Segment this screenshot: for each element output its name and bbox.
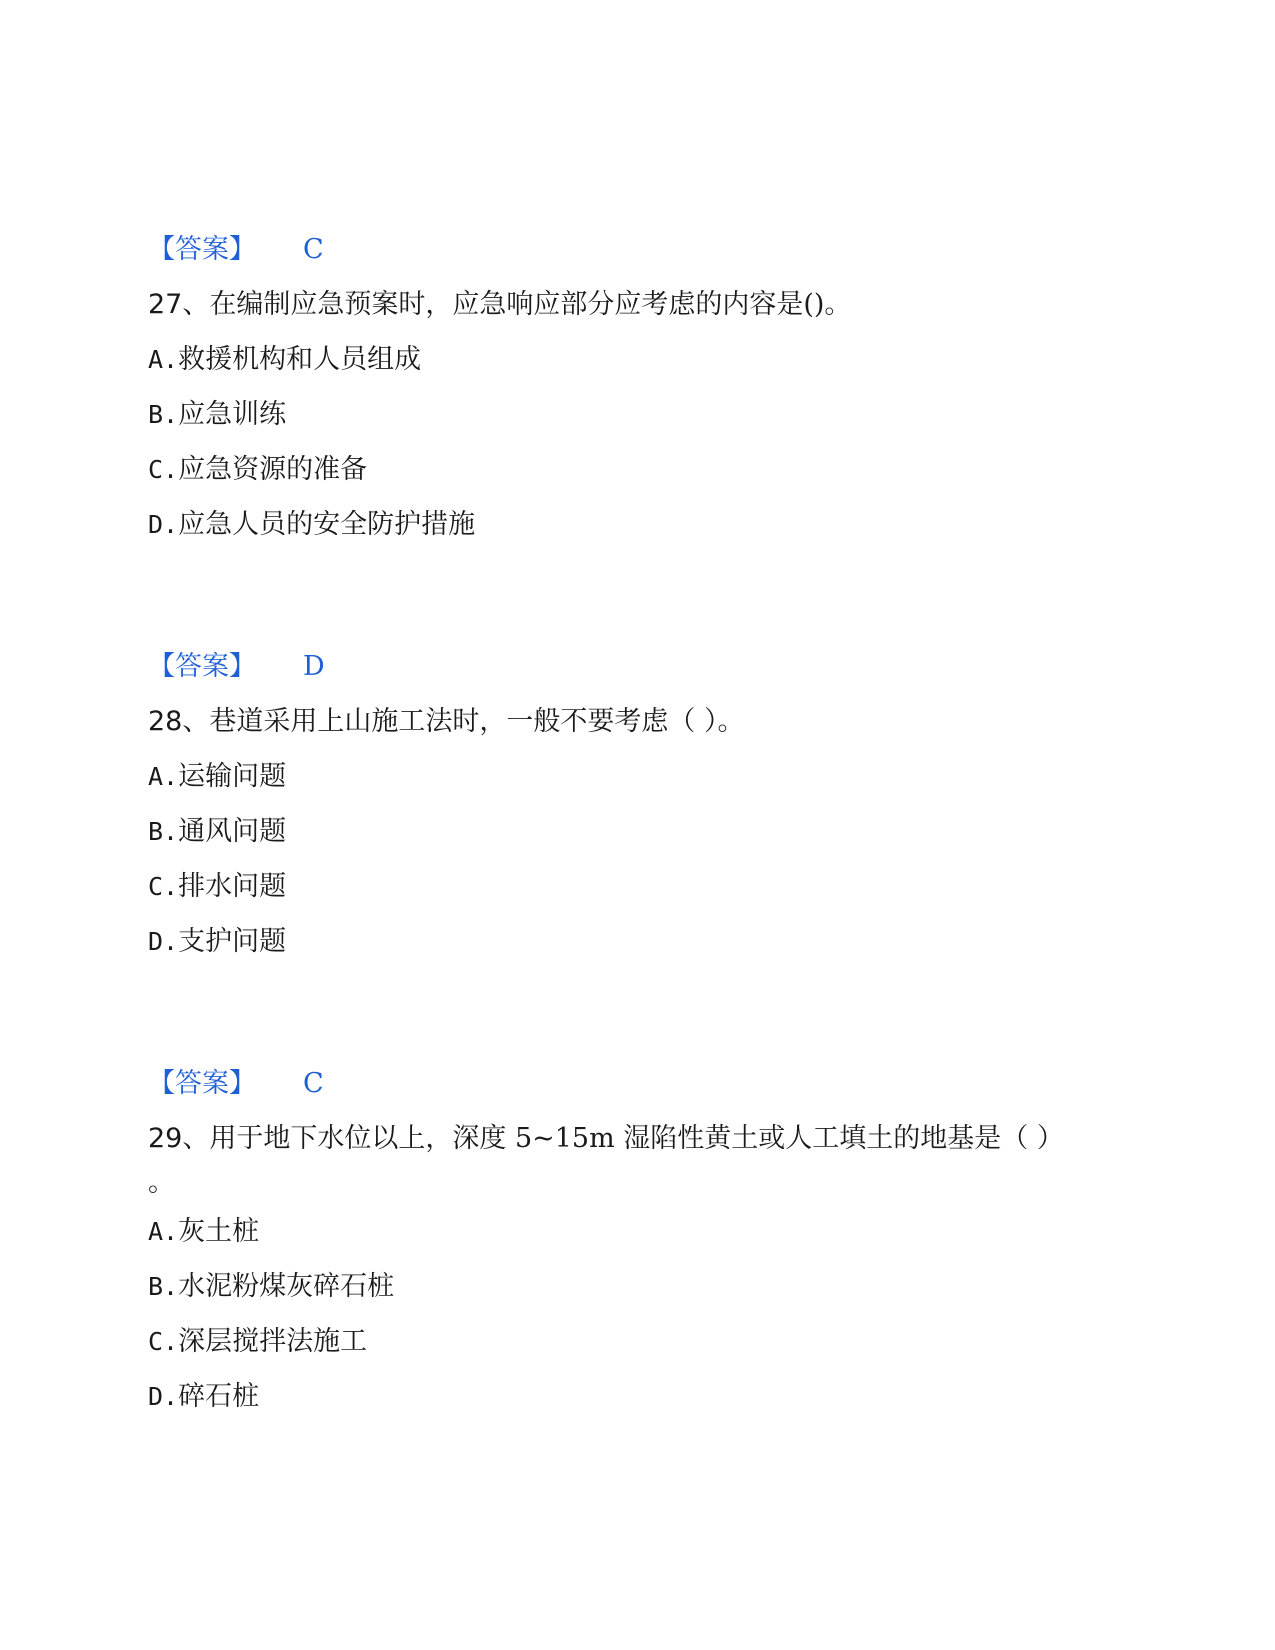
option-c [148,1325,367,1359]
question-number: 27 [148,289,183,320]
option-text: 应急人员的安全防护措施 [178,509,476,540]
option-text: 救援机构和人员组成 [178,344,422,375]
answer-value: C [303,1068,324,1099]
option-letter: C. [148,1327,179,1356]
option-a [148,1215,259,1249]
option-letter: B. [148,817,179,846]
question-text [148,288,851,322]
option-d [148,1380,259,1414]
option-d [148,925,286,959]
option-text: 排水问题 [178,871,287,902]
option-letter: D. [148,510,179,539]
question-body: 、用于地下水位以上，深度 5~15m 湿陷性黄土或人工填土的地基是（ ） [182,1123,1064,1154]
option-d [148,508,475,542]
answer-line [148,1067,324,1101]
question-body: 、巷道采用上山施工法时，一般不要考虑（ ）。 [182,706,745,737]
question-body: 、在编制应急预案时，应急响应部分应考虑的内容是()。 [182,289,852,320]
option-letter: D. [148,927,179,956]
question-continuation-text: 。 [148,1167,175,1198]
option-letter: A. [148,762,179,791]
option-text: 通风问题 [178,816,287,847]
option-letter: B. [148,1272,179,1301]
answer-line [148,233,324,267]
option-text: 水泥粉煤灰碎石桩 [178,1271,395,1302]
option-b [148,1270,394,1304]
option-c [148,453,367,487]
option-letter: C. [148,872,179,901]
option-b [148,815,286,849]
option-a [148,760,286,794]
answer-value: D [303,651,325,682]
answer-label: 【答案】 [148,1068,256,1099]
question-text [148,1122,1064,1156]
option-text: 应急资源的准备 [178,454,368,485]
option-text: 运输问题 [178,761,287,792]
option-b [148,398,286,432]
option-text: 碎石桩 [178,1381,260,1412]
option-letter: D. [148,1382,179,1411]
question-number: 29 [148,1123,183,1154]
option-c [148,870,286,904]
answer-value: C [303,234,324,265]
option-text: 灰土桩 [178,1216,260,1247]
option-letter: A. [148,345,179,374]
answer-label: 【答案】 [148,651,256,682]
option-letter: A. [148,1217,179,1246]
answer-line [148,650,325,684]
option-text: 应急训练 [178,399,287,430]
option-letter: C. [148,455,179,484]
question-continuation [148,1166,175,1200]
option-text: 支护问题 [178,926,287,957]
answer-label: 【答案】 [148,234,256,265]
option-a [148,343,421,377]
question-text [148,705,744,739]
question-number: 28 [148,706,183,737]
option-letter: B. [148,400,179,429]
option-text: 深层搅拌法施工 [178,1326,368,1357]
